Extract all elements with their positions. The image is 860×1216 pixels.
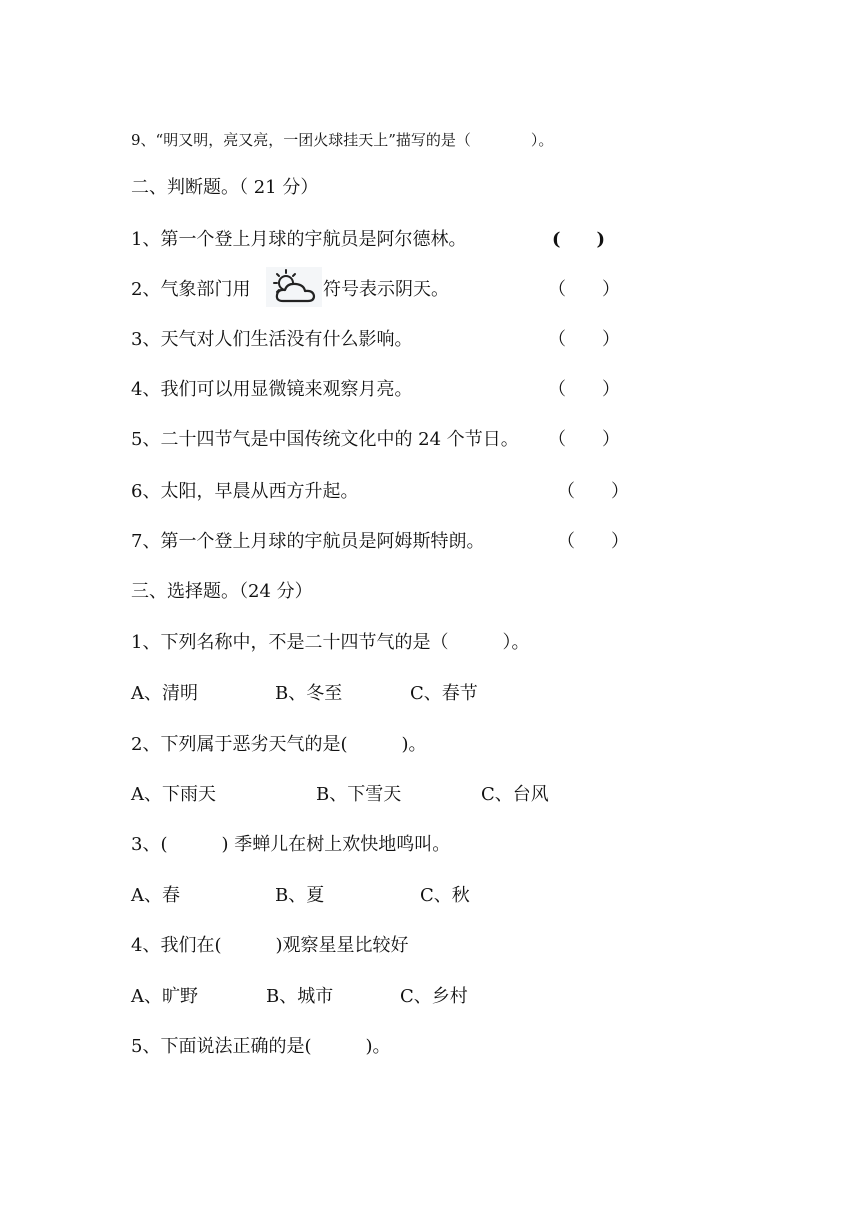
judge-item-6-answer[interactable]: （ ） [557,481,629,502]
partly-cloudy-icon [266,267,322,307]
choice-4-option-c[interactable]: C、乡村 [400,986,468,1007]
judge-item-2-answer[interactable]: （ ） [548,279,620,300]
question-9: 9、“明又明，亮又亮，一团火球挂天上”描写的是（ ）。 [131,131,554,149]
judge-item-5-answer[interactable]: （ ） [548,429,620,450]
judge-item-5: 5、二十四节气是中国传统文化中的 24 个节日。 [131,429,519,450]
judge-item-3-answer[interactable]: （ ） [548,329,620,350]
judge-item-4-answer[interactable]: （ ） [548,379,620,400]
choice-question-2-stem: 2、下列属于恶劣天气的是( )。 [131,734,427,755]
choice-1-option-a[interactable]: A、清明 [131,683,198,704]
judge-section-heading: 二、判断题。（ 21 分） [131,177,319,198]
judge-item-6: 6、太阳，早晨从西方升起。 [131,481,359,502]
choice-section-heading: 三、选择题。（24 分） [131,581,313,602]
choice-1-option-c[interactable]: C、春节 [410,683,478,704]
choice-question-1-stem: 1、下列名称中，不是二十四节气的是（ ）。 [131,632,530,653]
choice-2-option-c[interactable]: C、台风 [481,784,549,805]
judge-item-2-before: 2、气象部门用 [131,279,251,300]
judge-item-7: 7、第一个登上月球的宇航员是阿姆斯特朗。 [131,531,485,552]
choice-2-option-b[interactable]: B、下雪天 [316,784,402,805]
choice-3-option-b[interactable]: B、夏 [275,885,325,906]
choice-3-option-c[interactable]: C、秋 [420,885,470,906]
choice-question-4-stem: 4、我们在( )观察星星比较好 [131,935,409,956]
choice-3-option-a[interactable]: A、春 [131,885,180,906]
choice-1-option-b[interactable]: B、冬至 [275,683,343,704]
choice-question-5-stem: 5、下面说法正确的是( )。 [131,1036,391,1057]
judge-item-7-answer[interactable]: （ ） [557,531,629,552]
choice-2-option-a[interactable]: A、下雨天 [131,784,216,805]
choice-question-3-stem: 3、( ) 季蝉儿在树上欢快地鸣叫。 [131,834,451,855]
choice-4-option-a[interactable]: A、旷野 [131,986,198,1007]
choice-4-option-b[interactable]: B、城市 [266,986,334,1007]
judge-item-3: 3、天气对人们生活没有什么影响。 [131,329,413,350]
judge-item-2-after: 符号表示阴天。 [323,279,449,300]
judge-item-4: 4、我们可以用显微镜来观察月亮。 [131,379,413,400]
judge-item-1-answer[interactable]: ( ) [552,229,606,250]
judge-item-1: 1、第一个登上月球的宇航员是阿尔德林。 [131,229,467,250]
